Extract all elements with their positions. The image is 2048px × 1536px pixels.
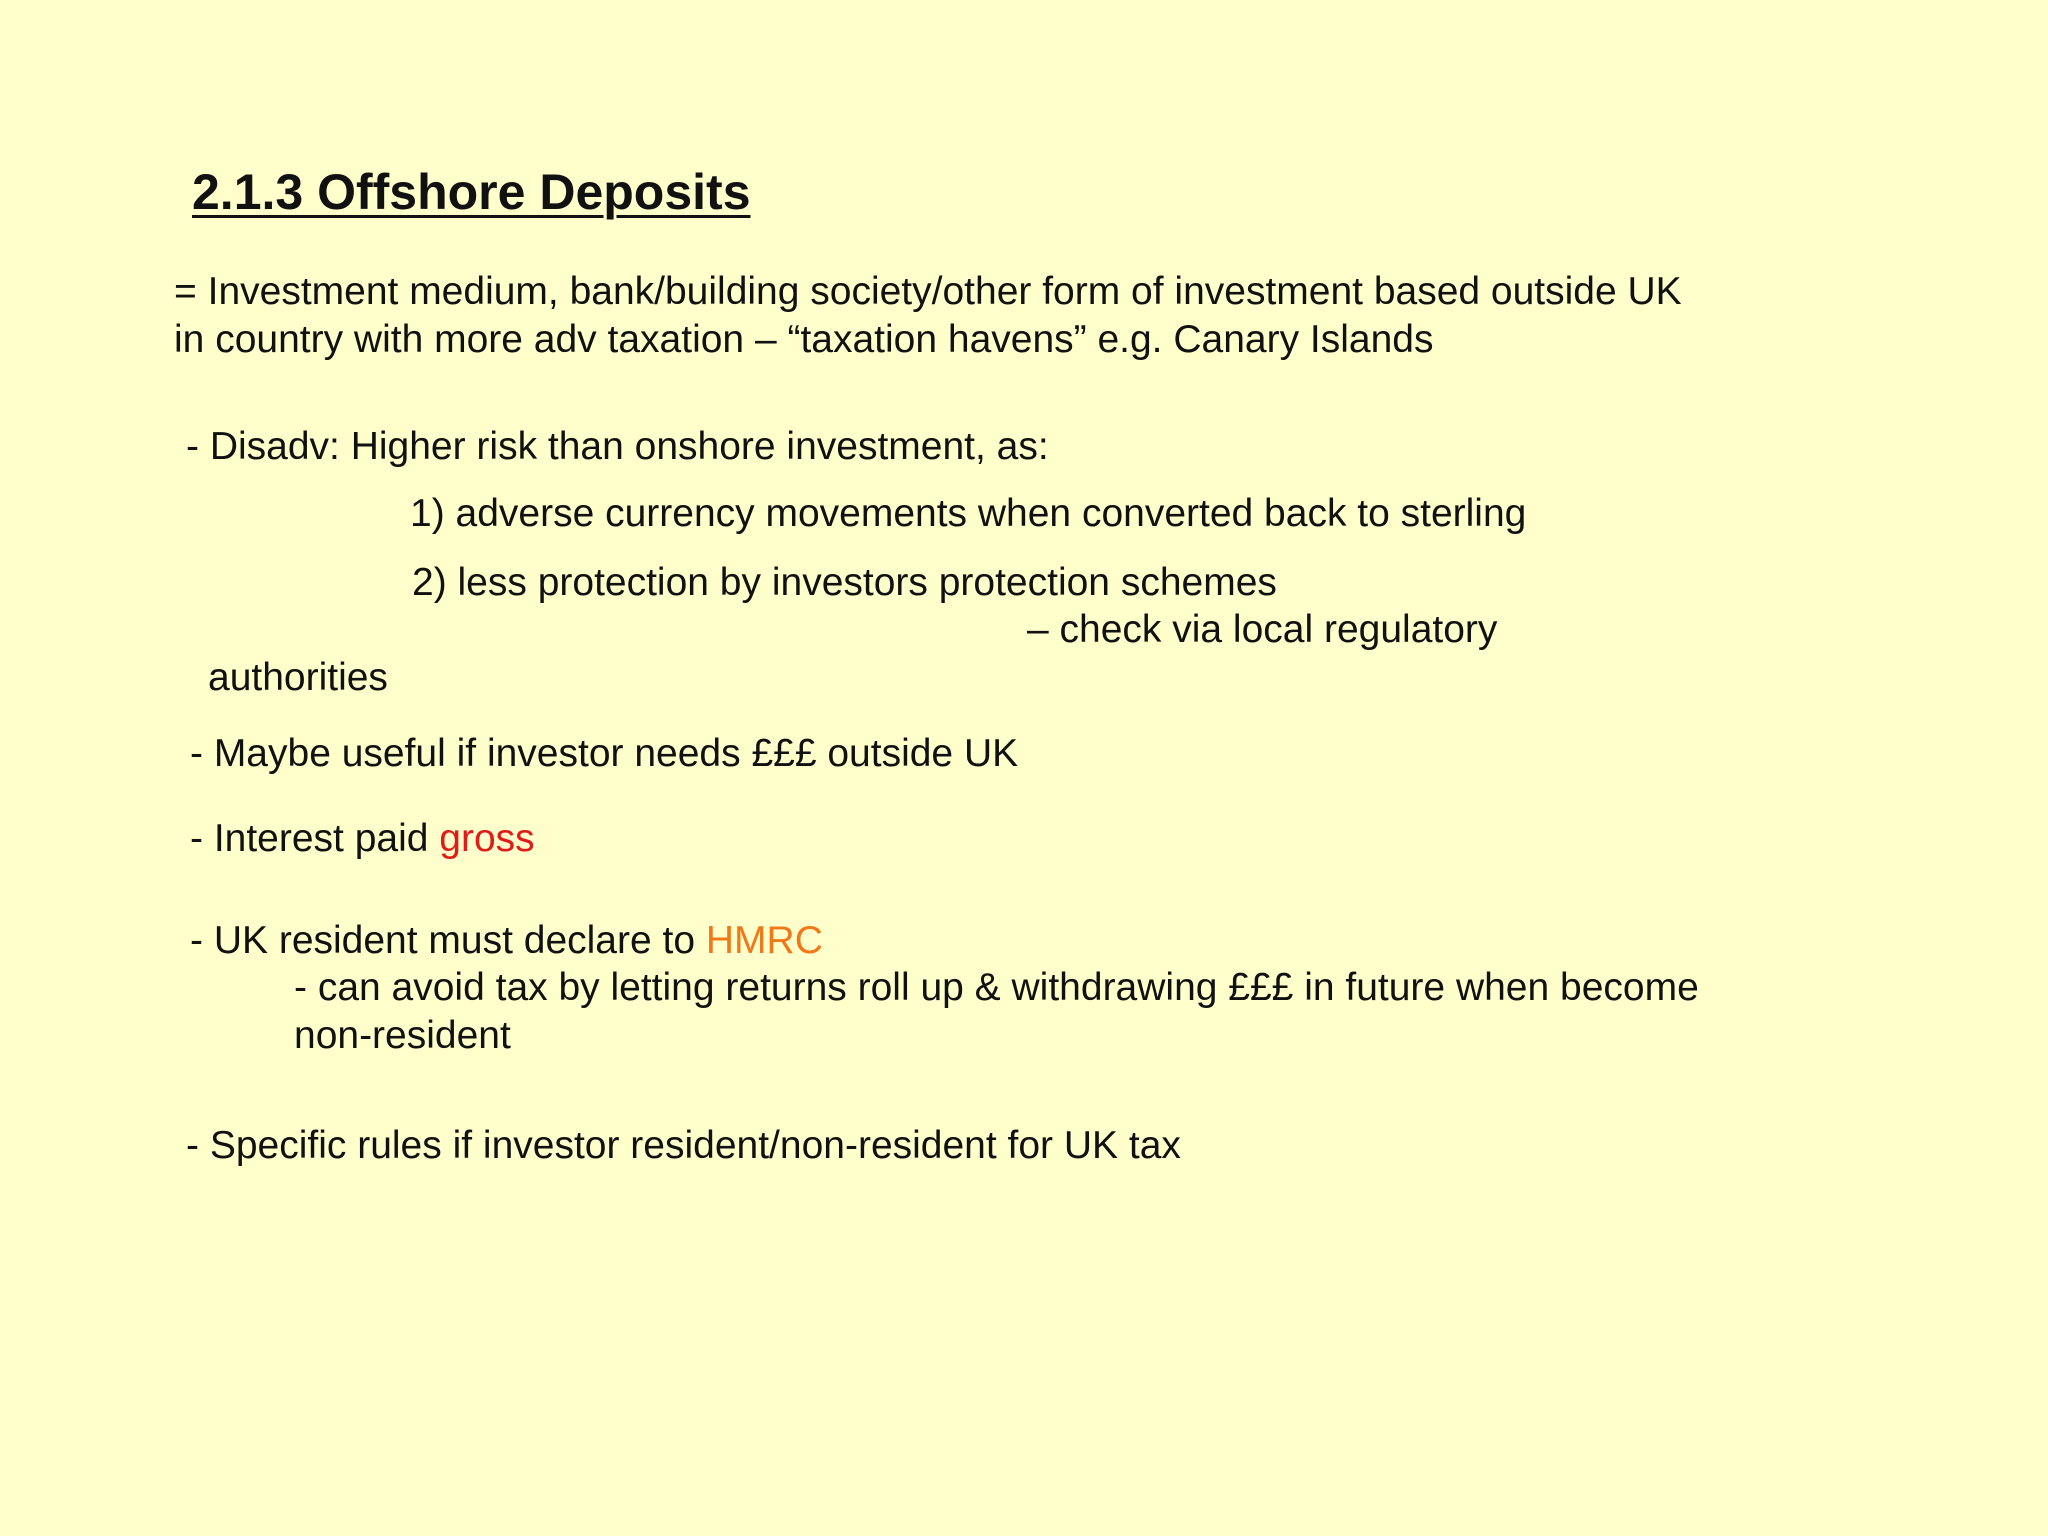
disadvantage-point-2-continued: – check via local regulatory bbox=[1027, 608, 1498, 651]
slide-title: 2.1.3 Offshore Deposits bbox=[192, 164, 751, 220]
useful-point: - Maybe useful if investor needs £££ outside UK bbox=[190, 732, 1019, 775]
disadvantage-point-2: 2) less protection by investors protection schemes bbox=[412, 561, 1277, 604]
interest-point bbox=[190, 815, 535, 863]
declare-point bbox=[190, 917, 823, 965]
declare-subpoint-1: - can avoid tax by letting returns roll up & withdrawing £££ in future when become bbox=[294, 966, 1699, 1009]
disadvantage-point-1: 1) adverse currency movements when converted back to sterling bbox=[410, 492, 1527, 535]
definition-line-1: = Investment medium, bank/building society/other form of investment based outside UK bbox=[174, 270, 1682, 313]
rules-point: - Specific rules if investor resident/non-resident for UK tax bbox=[186, 1124, 1181, 1167]
disadvantage-heading: - Disadv: Higher risk than onshore investment, as: bbox=[186, 425, 1049, 468]
interest-prefix: - Interest paid bbox=[190, 817, 440, 860]
interest-highlight-gross: gross bbox=[439, 817, 535, 860]
declare-prefix: - UK resident must declare to bbox=[190, 919, 706, 962]
declare-subpoint-2: non-resident bbox=[294, 1014, 511, 1057]
declare-highlight-hmrc: HMRC bbox=[705, 919, 823, 962]
definition-line-2: in country with more adv taxation – “taxation havens” e.g. Canary Islands bbox=[174, 318, 1434, 361]
disadvantage-point-2-end: authorities bbox=[208, 656, 388, 699]
